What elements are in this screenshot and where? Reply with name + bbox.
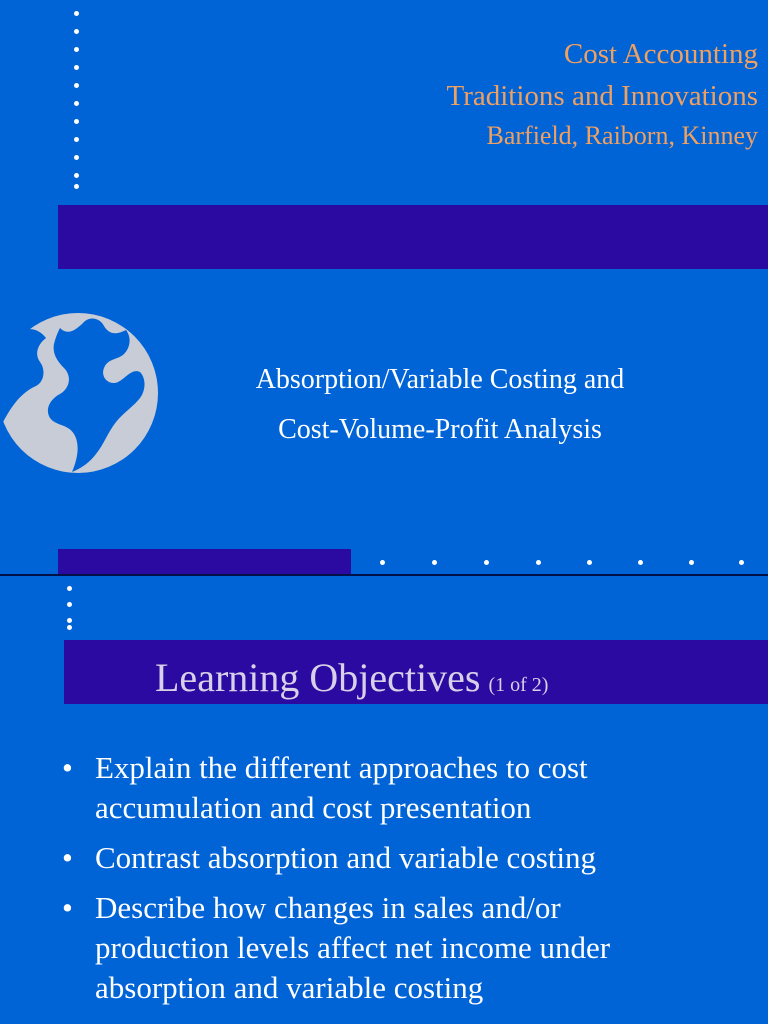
book-subtitle: Traditions and Innovations [446, 80, 758, 112]
bullet-mark: • [62, 890, 73, 925]
decorative-dot [74, 173, 79, 178]
book-title: Cost Accounting [563, 38, 758, 70]
decorative-dot [74, 29, 79, 34]
bullet-line: absorption and variable costing [95, 970, 484, 1005]
bullet-mark: • [62, 750, 73, 785]
decorative-dot [74, 47, 79, 52]
bullet-mark: • [62, 840, 73, 875]
decorative-dot [74, 119, 79, 124]
bullet-line: Contrast absorption and variable costing [95, 840, 597, 875]
decorative-dot [74, 65, 79, 70]
decorative-dot [67, 602, 72, 607]
decorative-dot [536, 560, 541, 565]
decorative-dot [689, 560, 694, 565]
chapter-title-line-2: Cost-Volume-Profit Analysis [278, 414, 602, 445]
decorative-dot [74, 137, 79, 142]
bullet-line: Explain the different approaches to cost [95, 750, 588, 785]
decorative-dot [74, 83, 79, 88]
decorative-dot [638, 560, 643, 565]
bottom-accent-bar [58, 549, 351, 574]
slide-2 [0, 576, 768, 1024]
decorative-dot [432, 560, 437, 565]
bullet-line: Describe how changes in sales and/or [95, 890, 561, 925]
decorative-dot [739, 560, 744, 565]
decorative-dot [587, 560, 592, 565]
decorative-dot [380, 560, 385, 565]
bullet-line: production levels affect net income under [95, 930, 611, 965]
decorative-dot [74, 101, 79, 106]
chapter-title-line-1: Absorption/Variable Costing and [255, 364, 625, 395]
decorative-dot [74, 11, 79, 16]
bullet-line: accumulation and cost presentation [95, 790, 532, 825]
globe-icon [0, 308, 166, 474]
title-band [58, 205, 768, 269]
heading-text: Learning Objectives [155, 655, 481, 700]
decorative-dot [67, 586, 72, 591]
decorative-dot [67, 618, 72, 623]
heading-counter: (1 of 2) [488, 674, 549, 696]
decorative-dot [74, 184, 79, 189]
slide-heading [155, 654, 548, 701]
authors: Barfield, Raiborn, Kinney [486, 121, 758, 150]
decorative-dot [67, 625, 72, 630]
decorative-dot [74, 155, 79, 160]
decorative-dot [484, 560, 489, 565]
